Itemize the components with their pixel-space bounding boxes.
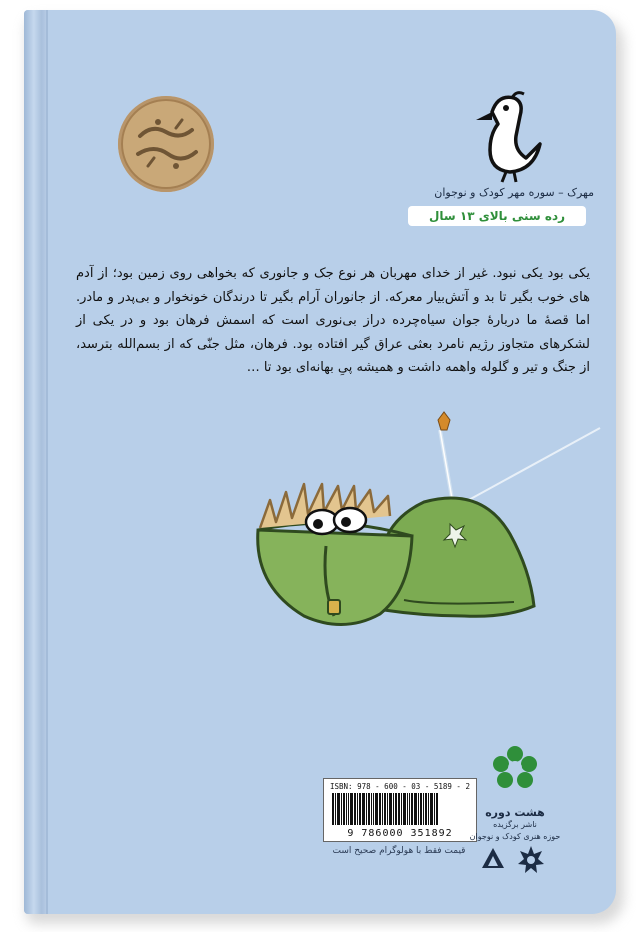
barcode-icon xyxy=(332,793,468,825)
spine-edge xyxy=(46,10,48,914)
isbn-text: ISBN: 978 - 600 - 03 - 5189 - 2 xyxy=(330,782,470,791)
price-note: قیمت فقط با هولوگرام صحیح است xyxy=(332,846,466,856)
seal-icon xyxy=(118,96,214,192)
publisher-name: هشت دوره xyxy=(485,806,545,819)
art-center-logo-icon xyxy=(516,844,546,874)
golden-books-seal xyxy=(118,96,214,192)
sooreh-mehr-logo-icon xyxy=(480,846,506,872)
flower-logo-icon xyxy=(490,744,540,804)
age-rating-badge: رده سنی بالای ۱۳ سال xyxy=(408,206,586,226)
book-spine xyxy=(24,10,46,914)
book-blurb: یکی بود یکی نبود. غیر از خدای مهربان هر نوع جک و جانوری که بخواهی روی زمین بود؛ از آدم های خوب بگیر تا بد و آتش‌بیار معرکه. از جانوران آرام بگیر تا درندگان خونخوار و بی‌پدر و مادر. اما قصهٔ ما دربارهٔ جوان سیاه‌چرده دراز بی‌نوری است که اسمش فرهان بود و در یکی از لشکرهای متجاوز رژیم نامرد بعثی عراق گیر افتاده بود. فرهان، مثل جنّی که از بسم‌الله بترسد، از جنگ و تیر و گلوله واهمه داشت و همیشه پیِ بهانه‌ای بود تا … xyxy=(76,266,590,375)
publisher-subtitle: ناشر برگزیده xyxy=(493,820,537,829)
publisher-subtitle-2: حوزه هنری کودک و نوجوان xyxy=(469,832,561,841)
book-back-cover xyxy=(24,10,616,914)
mehrak-bird-logo-icon xyxy=(454,86,564,186)
helmets-illustration xyxy=(214,410,614,640)
publisher-line: مهرک – سوره مهر کودک و نوجوان xyxy=(434,186,594,199)
barcode-number: 9 786000 351892 xyxy=(347,828,453,839)
